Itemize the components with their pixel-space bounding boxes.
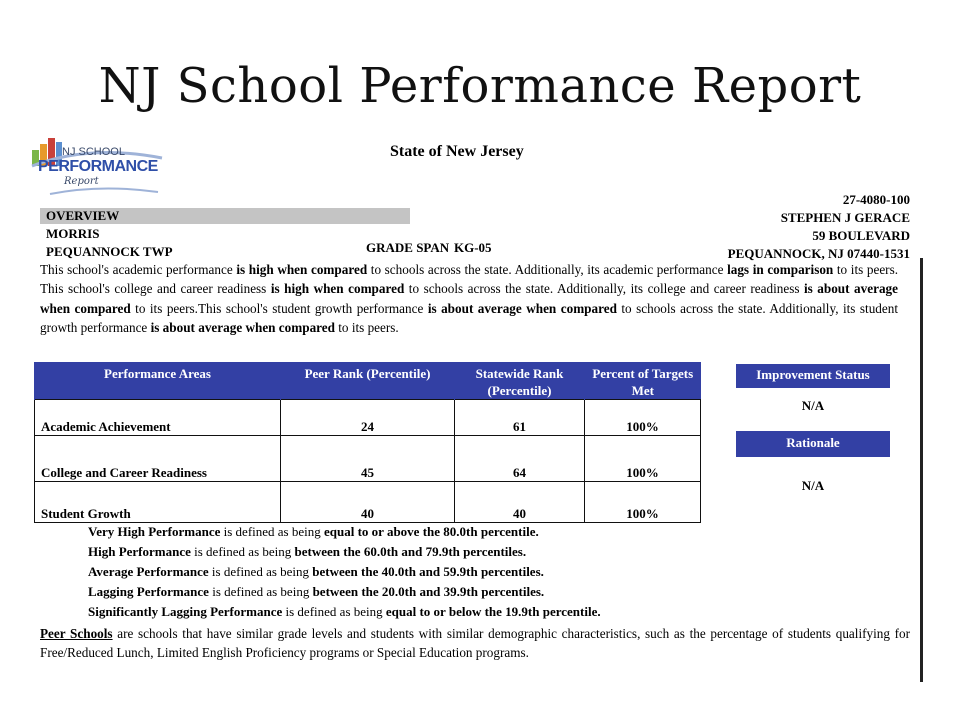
performance-report-logo [30, 136, 170, 208]
definition-line: Significantly Lagging Performance is defined as being equal to or below the 19.9th percentile. [88, 604, 601, 619]
grade-span-value: KG-05 [454, 240, 492, 255]
col-header-peer-rank: Peer Rank (Percentile) [281, 362, 455, 400]
statewide-rank: 61 [455, 400, 585, 436]
state-heading: State of New Jersey [390, 143, 524, 160]
performance-area: Academic Achievement [35, 400, 281, 436]
table-row [35, 482, 701, 523]
peer-rank: 24 [281, 400, 455, 436]
district-name: PEQUANNOCK TWP [46, 244, 173, 259]
col-header-statewide-rank: Statewide Rank (Percentile) [455, 362, 585, 400]
performance-definitions [88, 522, 601, 622]
peer-schools-note: Peer Schools are schools that have similar grade levels and students with similar demographic characteristics, such as the percentage of students qualifying for Free/Reduced Lunch, Limited English Proficiency programs or Special Education programs. [40, 626, 911, 661]
col-header-targets-met: Percent of Targets Met [585, 362, 701, 400]
principal-name: STEPHEN J GERACE [780, 210, 910, 225]
logo-line-3: Report [64, 176, 99, 187]
peer-rank: 40 [281, 482, 455, 523]
performance-area: Student Growth [35, 482, 281, 523]
county-name: MORRIS [46, 226, 100, 241]
statewide-rank: 64 [455, 436, 585, 482]
col-header-areas: Performance Areas [35, 362, 281, 400]
definition-line: Lagging Performance is defined as being between the 20.0th and 39.9th percentiles. [88, 584, 545, 599]
city-address: PEQUANNOCK, NJ 07440-1531 [727, 246, 910, 261]
logo-line-2: PERFORMANCE [38, 158, 158, 175]
performance-summary: This school's academic performance is high when compared to schools across the state. Additionally, its academic performance lags in comparison to its peers. This school's college and career readiness is high when compared to schools across the state. Additionally, its college and career readiness is about average when compared to its peers.This school's student growth performance is about average when compared to schools across the state. Additionally, its student growth performance is about average when compared to its peers. [40, 262, 898, 336]
peer-rank: 45 [281, 436, 455, 482]
overview-label: OVERVIEW [46, 208, 120, 223]
rationale-header: Rationale [736, 431, 890, 457]
performance-table [34, 362, 701, 523]
street-address: 59 BOULEVARD [812, 228, 910, 243]
performance-area: College and Career Readiness [35, 436, 281, 482]
table-row [35, 436, 701, 482]
report-document [30, 128, 926, 680]
targets-met: 100% [585, 482, 701, 523]
improvement-status-value: N/A [801, 398, 825, 413]
school-code: 27-4080-100 [842, 192, 910, 207]
document-border [920, 258, 923, 682]
definition-line: High Performance is defined as being between the 60.0th and 79.9th percentiles. [88, 544, 527, 559]
rationale-value: N/A [801, 478, 825, 493]
table-row [35, 400, 701, 436]
slide-title: NJ School Performance Report [98, 58, 862, 114]
grade-span-label: GRADE SPAN [366, 240, 450, 255]
definition-line: Average Performance is defined as being between the 40.0th and 59.9th percentiles. [88, 564, 544, 579]
statewide-rank: 40 [455, 482, 585, 523]
improvement-status-header: Improvement Status [736, 364, 890, 388]
logo-line-1: NJ SCHOOL [62, 146, 125, 158]
targets-met: 100% [585, 400, 701, 436]
definition-line: Very High Performance is defined as being equal to or above the 80.0th percentile. [88, 524, 539, 539]
targets-met: 100% [585, 436, 701, 482]
